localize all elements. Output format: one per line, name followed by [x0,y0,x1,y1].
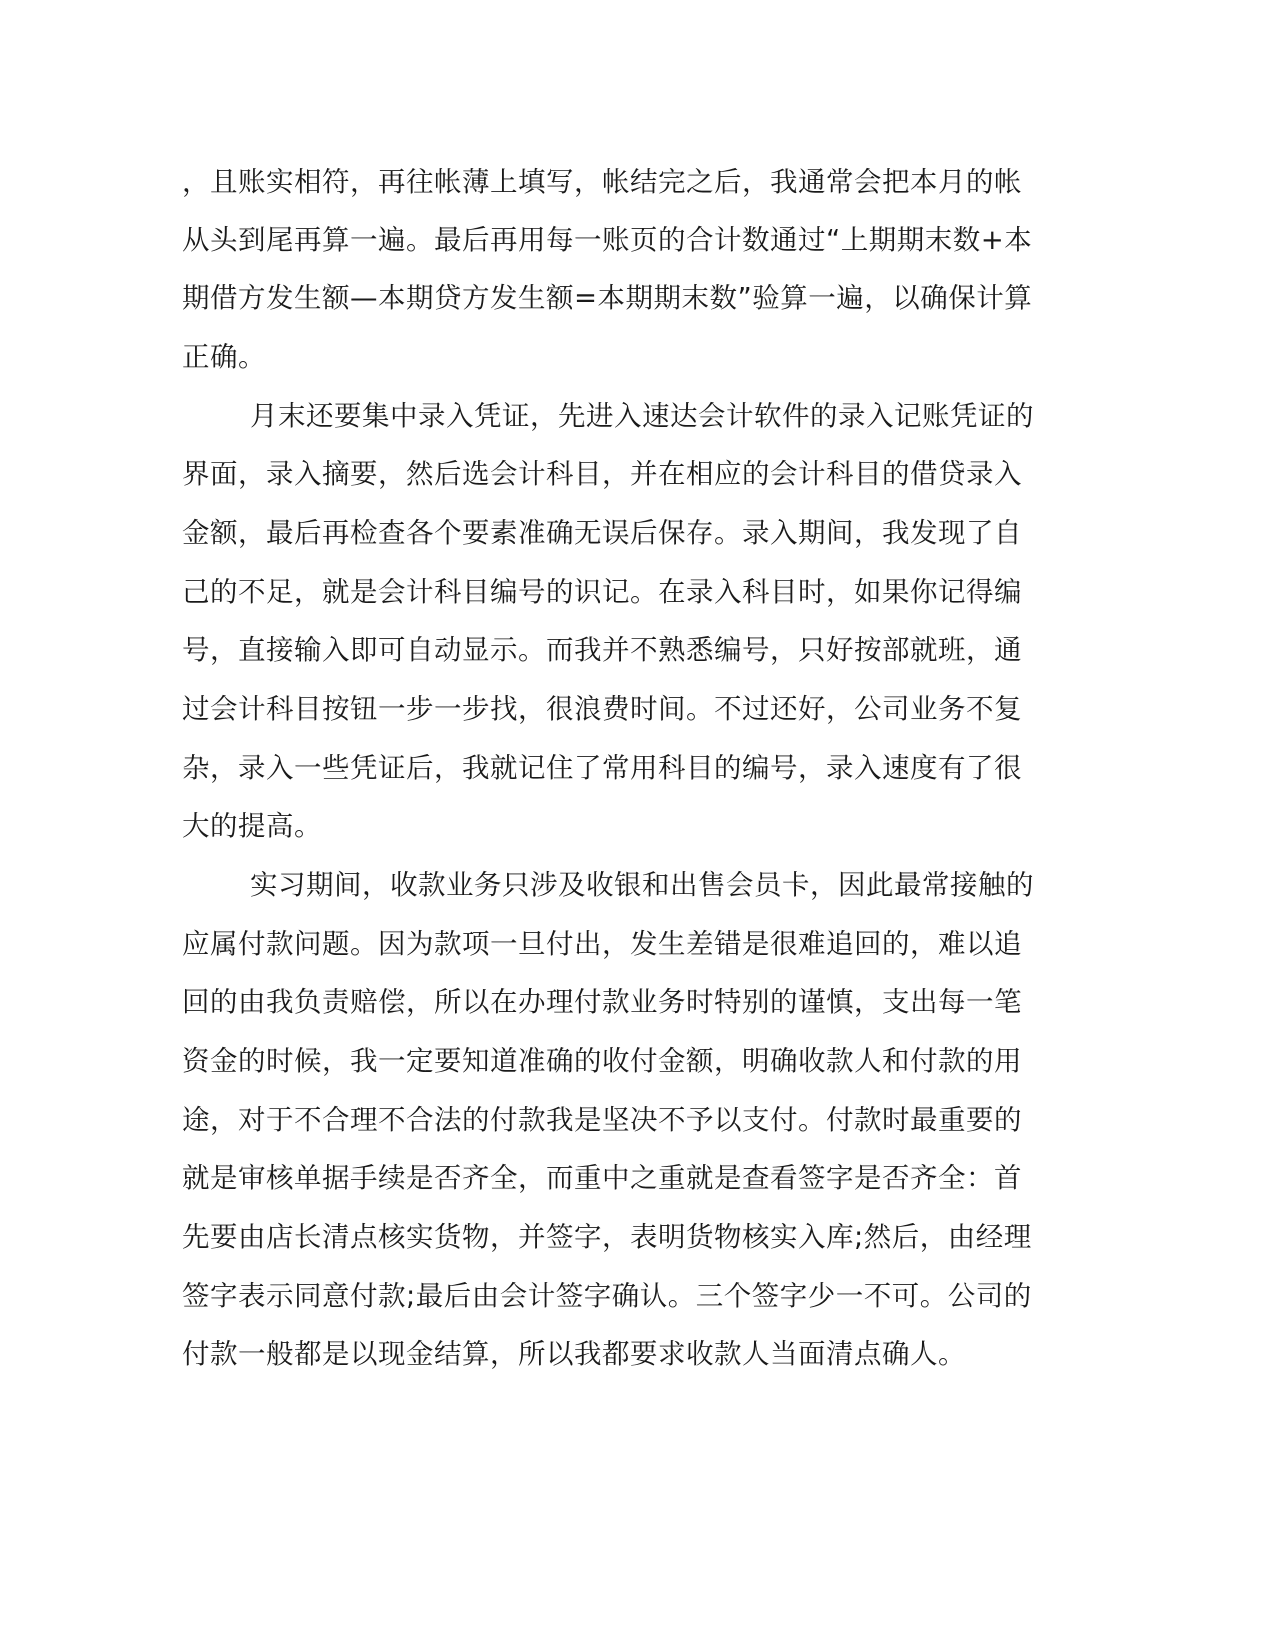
text-line: 号，直接输入即可自动显示。而我并不熟悉编号，只好按部就班，通 [182,634,1022,666]
paragraph-first-line: 实习期间，收款业务只涉及收银和出售会员卡，因此最常接触的 [250,869,1034,901]
text-line: 金额，最后再检查各个要素准确无误后保存。录入期间，我发现了自 [182,517,1022,549]
text-line: 签字表示同意付款;最后由会计签字确认。三个签字少一不可。公司的 [182,1280,1032,1312]
text-line: 应属付款问题。因为款项一旦付出，发生差错是很难追回的，难以追 [182,928,1022,960]
text-line: 杂，录入一些凭证后，我就记住了常用科目的编号，录入速度有了很 [182,752,1022,784]
text-line: ，且账实相符，再往帐薄上填写，帐结完之后，我通常会把本月的帐 [182,166,1022,198]
text-line: 就是审核单据手续是否齐全，而重中之重就是查看签字是否齐全：首 [182,1162,1022,1194]
paragraph-first-line: 月末还要集中录入凭证，先进入速达会计软件的录入记账凭证的 [250,400,1034,432]
text-line: 大的提高。 [182,810,322,842]
text-line: 回的由我负责赔偿，所以在办理付款业务时特别的谨慎，支出每一笔 [182,986,1022,1018]
text-line: 从头到尾再算一遍。最后再用每一账页的合计数通过“上期期末数+本 [182,224,1033,256]
text-line: 己的不足，就是会计科目编号的识记。在录入科目时，如果你记得编 [182,576,1022,608]
text-line: 过会计科目按钮一步一步找，很浪费时间。不过还好，公司业务不复 [182,693,1022,725]
text-line: 途，对于不合理不合法的付款我是坚决不予以支付。付款时最重要的 [182,1104,1022,1136]
text-line: 资金的时候，我一定要知道准确的收付金额，明确收款人和付款的用 [182,1045,1022,1077]
text-line: 界面，录入摘要，然后选会计科目，并在相应的会计科目的借贷录入 [182,458,1022,490]
text-line: 先要由店长清点核实货物，并签字，表明货物核实入库;然后，由经理 [182,1221,1032,1253]
text-line: 付款一般都是以现金结算，所以我都要求收款人当面清点确人。 [182,1338,966,1370]
text-line: 期借方发生额—本期贷方发生额=本期期末数”验算一遍，以确保计算 [182,282,1033,314]
text-line: 正确。 [182,341,266,373]
